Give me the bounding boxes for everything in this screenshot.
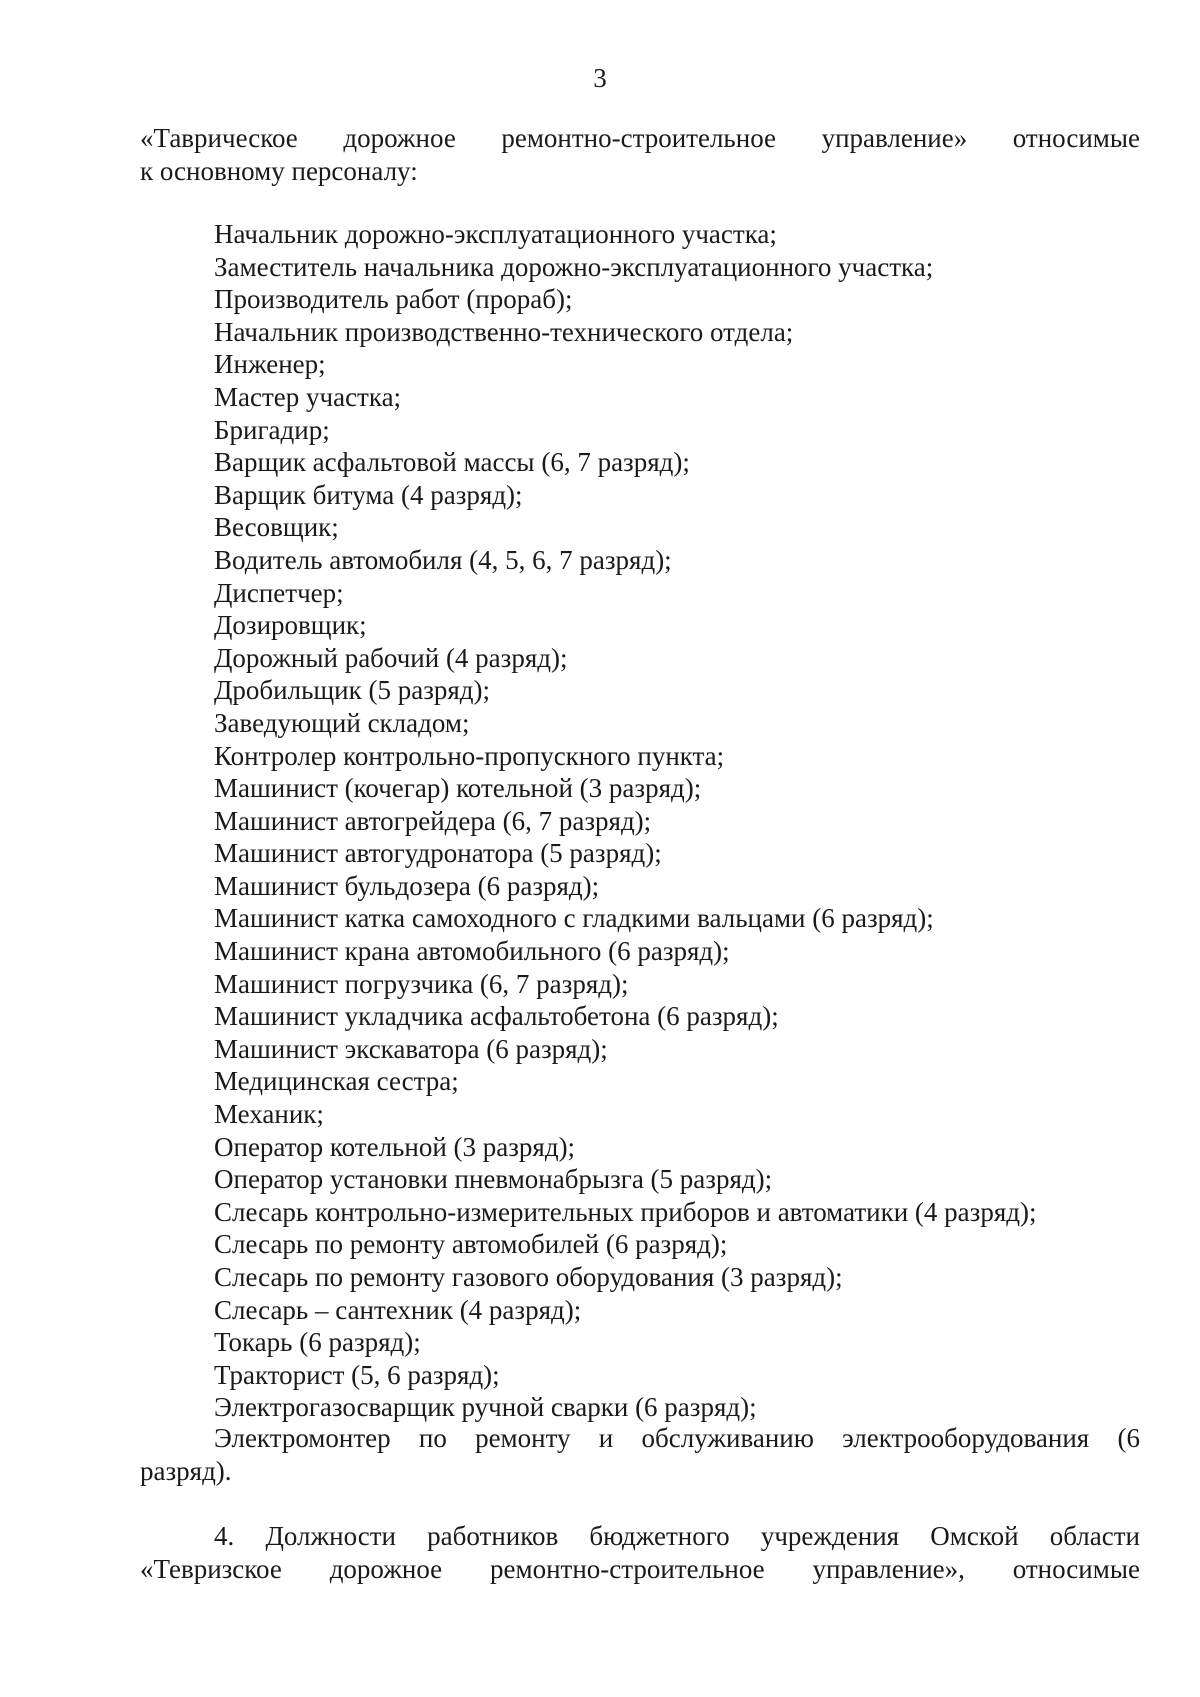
position-item: Начальник дорожно-эксплуатационного участка;: [214, 219, 777, 249]
position-item: Слесарь – сантехник (4 разряд);: [214, 1294, 582, 1325]
position-item: Оператор котельной (3 разряд);: [214, 1131, 576, 1162]
last-position-word: ремонту: [475, 1423, 571, 1453]
position-item: Электрогазосварщик ручной сварки (6 разряд);: [214, 1392, 757, 1423]
position-item: Машинист укладчика асфальтобетона (6 разряд);: [214, 1001, 779, 1032]
section-4-word: работников: [427, 1521, 559, 1551]
section-4-word: Омской: [930, 1521, 1019, 1551]
intro-word: управление»: [821, 123, 968, 153]
intro-word: относимые: [1012, 123, 1140, 153]
section-4-line-2: [140, 1553, 1140, 1586]
position-item: Машинист автогудронатора (5 разряд);: [214, 838, 662, 869]
position-item: Начальник производственно-технического отдела;: [214, 316, 794, 347]
section-4-word: относимые: [1012, 1553, 1140, 1584]
position-item: Машинист бульдозера (6 разряд);: [214, 870, 600, 901]
position-item: Дробильщик (5 разряд);: [214, 675, 491, 706]
position-item: Механик;: [214, 1099, 324, 1130]
position-item: Машинист (кочегар) котельной (3 разряд);: [214, 773, 702, 804]
page-number: 3: [593, 63, 607, 93]
position-item: Бригадир;: [214, 414, 330, 445]
section-4-line-1: [140, 1520, 1140, 1553]
position-item: Дорожный рабочий (4 разряд);: [214, 642, 568, 673]
last-position-word: электрооборудования: [842, 1423, 1090, 1453]
last-position-word: и: [598, 1423, 614, 1453]
position-item: Варщик асфальтовой массы (6, 7 разряд);: [214, 447, 690, 478]
section-4-word: дорожное: [329, 1553, 443, 1584]
position-item: Диспетчер;: [214, 577, 344, 608]
position-item: Машинист автогрейдера (6, 7 разряд);: [214, 805, 652, 836]
position-item: Медицинская сестра;: [214, 1066, 459, 1097]
last-position-word: (6: [1117, 1423, 1140, 1453]
section-4-word: бюджетного: [589, 1521, 730, 1551]
position-item: Водитель автомобиля (4, 5, 6, 7 разряд);: [214, 544, 672, 575]
position-item: Контролер контрольно-пропускного пункта;: [214, 740, 725, 771]
position-item: Инженер;: [214, 349, 326, 380]
last-position-line-2: разряд).: [140, 1455, 232, 1486]
section-4-word: 4.: [214, 1521, 235, 1551]
position-item: Слесарь контрольно-измерительных приборов и автоматики (4 разряд);: [214, 1196, 1037, 1227]
position-item: Слесарь по ремонту газового оборудования (3 разряд);: [214, 1262, 843, 1292]
position-item: Дозировщик;: [214, 610, 367, 641]
position-item: Машинист крана автомобильного (6 разряд);: [214, 936, 730, 967]
section-4-paragraph: [140, 1520, 1140, 1585]
last-position-line-1: [140, 1422, 1140, 1455]
position-item: Весовщик;: [214, 512, 339, 543]
section-4-word: управление»,: [812, 1553, 965, 1584]
last-position-word: Электромонтер: [214, 1423, 391, 1453]
positions-list: [214, 218, 1144, 1424]
intro-word: ремонтно-строительное: [501, 123, 777, 153]
last-position-word: по: [418, 1423, 447, 1453]
intro-word: «Таврическое: [140, 123, 298, 153]
intro-paragraph: [140, 122, 1140, 187]
section-4-word: «Тевризское: [140, 1553, 282, 1584]
position-item: Варщик битума (4 разряд);: [214, 479, 523, 510]
position-item: Оператор установки пневмонабрызга (5 разряд);: [214, 1164, 773, 1195]
position-item: Заведующий складом;: [214, 707, 470, 738]
position-item: Заместитель начальника дорожно-эксплуатационного участка;: [214, 251, 934, 282]
position-item: Машинист катка самоходного с гладкими вальцами (6 разряд);: [214, 903, 934, 934]
section-4-word: Должности: [265, 1521, 396, 1551]
position-item: Машинист погрузчика (6, 7 разряд);: [214, 968, 629, 999]
section-4-word: учреждения: [760, 1521, 900, 1551]
position-item: Машинист экскаватора (6 разряд);: [214, 1033, 608, 1064]
position-item: Мастер участка;: [214, 381, 402, 412]
position-item: Токарь (6 разряд);: [214, 1327, 421, 1358]
last-position-word: обслуживанию: [641, 1423, 814, 1453]
intro-line-1: [140, 122, 1140, 155]
section-4-word: области: [1049, 1521, 1140, 1551]
position-item: Тракторист (5, 6 разряд);: [214, 1359, 500, 1390]
position-item: Производитель работ (прораб);: [214, 284, 573, 315]
intro-word: дорожное: [343, 123, 456, 153]
position-item: Слесарь по ремонту автомобилей (6 разряд);: [214, 1229, 728, 1260]
section-4-word: ремонтно-строительное: [490, 1553, 765, 1584]
intro-line-2: к основному персоналу:: [140, 155, 418, 186]
last-position-paragraph: [140, 1422, 1140, 1487]
